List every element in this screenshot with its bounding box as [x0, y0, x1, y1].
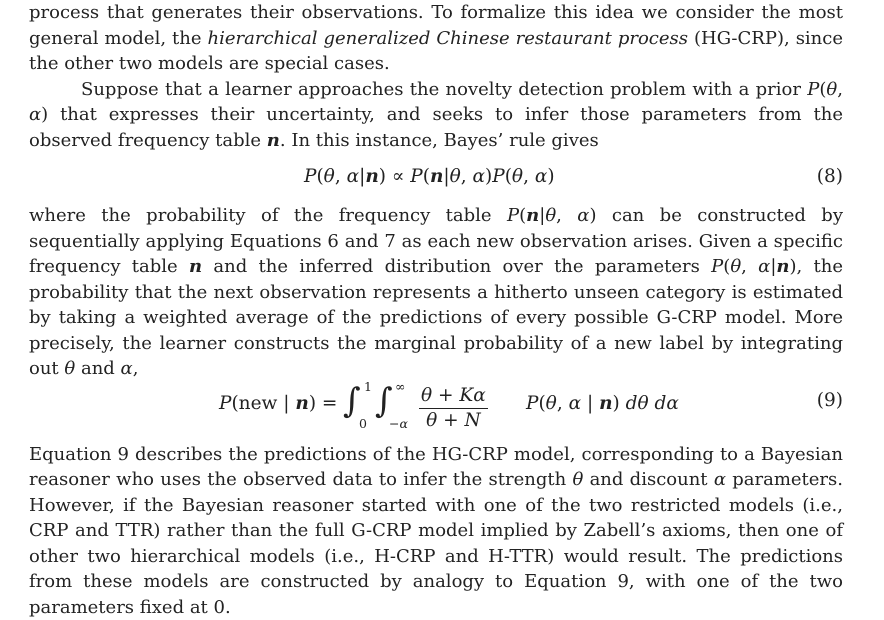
model-name-emphasis: hierarchical generalized Chinese restaurant process	[208, 28, 688, 49]
discussion-text-b: and discount	[583, 469, 714, 490]
equation-9-number: (9)	[817, 390, 843, 411]
eq9-new-word: new	[239, 393, 278, 414]
intro-line-1: process that generates their observations. To formalize this idea we consider the most	[29, 2, 843, 23]
paragraph-prior: Suppose that a learner approaches the novelty detection problem with a prior P(θ, α) that expresses their uncertainty, and seeks to infer those parameters from the observed frequency table n. In this instance, Bayes’ rule gives	[29, 77, 843, 154]
prior-text-b: that expresses their uncertainty, and seeks to infer those parameters from the observed frequency table	[29, 104, 843, 151]
discussion-text-a: Equation 9 describes the predictions of the HG-CRP model, corresponding to a Bayesian reasoner who uses the observed data to infer the strength	[29, 444, 843, 491]
math-prior: P	[807, 79, 819, 100]
prior-text-a: Suppose that a learner approaches the novelty detection problem with a prior	[81, 79, 807, 100]
equation-8-number: (8)	[817, 166, 843, 187]
paragraph-discussion: Equation 9 describes the predictions of the HG-CRP model, corresponding to a Bayesian reasoner who uses the observed data to infer the strength θ and discount α parameters. However, if the Bayesian reasoner started with one of the two restricted models (i.e., CRP and TTR) rather than the full G-CRP model implied by Zabell’s axioms, then one of other two hierarchical models (i.e., H-CRP and H-TTR) would result. The predictions from these models are constructed by analogy to Equation 9, with one of the two parameters fixed at 0.	[29, 442, 843, 620]
equation-9: P(new | n) = ∫ 1 0 ∫ ∞ −α $\frac{\theta + K\alpha}{\theta + N}$ P(θ, α | n) dθ dα (9)	[29, 382, 843, 442]
posterior-text-b: can be constructed by sequentially applying Equations 6 and 7 as each new observation arises. Given a specific frequency table	[29, 205, 843, 277]
equation-8	[29, 166, 843, 203]
paragraph-intro	[29, 0, 843, 77]
prior-text-c: . In this instance, Bayes’ rule gives	[280, 130, 599, 151]
paragraph-posterior: where the probability of the frequency table P(n|θ, α) can be constructed by sequentially applying Equations 6 and 7 as each new observation arises. Given a specific frequency table n and the inferred distribution over the parameters P(θ, α|n), the probability that the next observation represents a hitherto unseen category is estimated by taking a weighted average of the predictions of every possible G-CRP model. More precisely, the learner constructs the marginal probability of a new label by integrating out θ and α,	[29, 203, 843, 382]
intro-line-2-start: general model, the	[29, 28, 208, 49]
intro-line-3: other two models are special cases.	[64, 53, 389, 74]
posterior-text-d: , the probability that the next observation represents a hitherto unseen category is estimated by taking a weighted average of the predictions of every possible G-CRP model. More precisely, the learner constructs the marginal probability of a new label by integrating out	[29, 256, 843, 379]
discussion-text-c: parameters. However, if the Bayesian reasoner started with one of the two restricted models (i.e., CRP and TTR) rather than the full G-CRP model implied by Zabell’s axioms, then one of other two hierarchical models (i.e., H-CRP and H-TTR) would result. The predictions from these models are constructed by analogy to Equation 9, with one of the two parameters fixed at 0.	[29, 469, 843, 618]
intro-line-2-end: (HG-CRP), since the	[29, 28, 843, 75]
paper-page	[29, 0, 843, 620]
posterior-text-c: and the inferred distribution over the parameters	[202, 256, 711, 277]
equation-8-body: P(θ, α|n) ∝ P(n|θ, α)P(θ, α)	[304, 166, 555, 187]
posterior-text-f: ,	[133, 358, 139, 379]
math-n: n	[267, 130, 280, 151]
posterior-text-e: and	[75, 358, 120, 379]
posterior-text-a: where the probability of the frequency table	[29, 205, 507, 226]
